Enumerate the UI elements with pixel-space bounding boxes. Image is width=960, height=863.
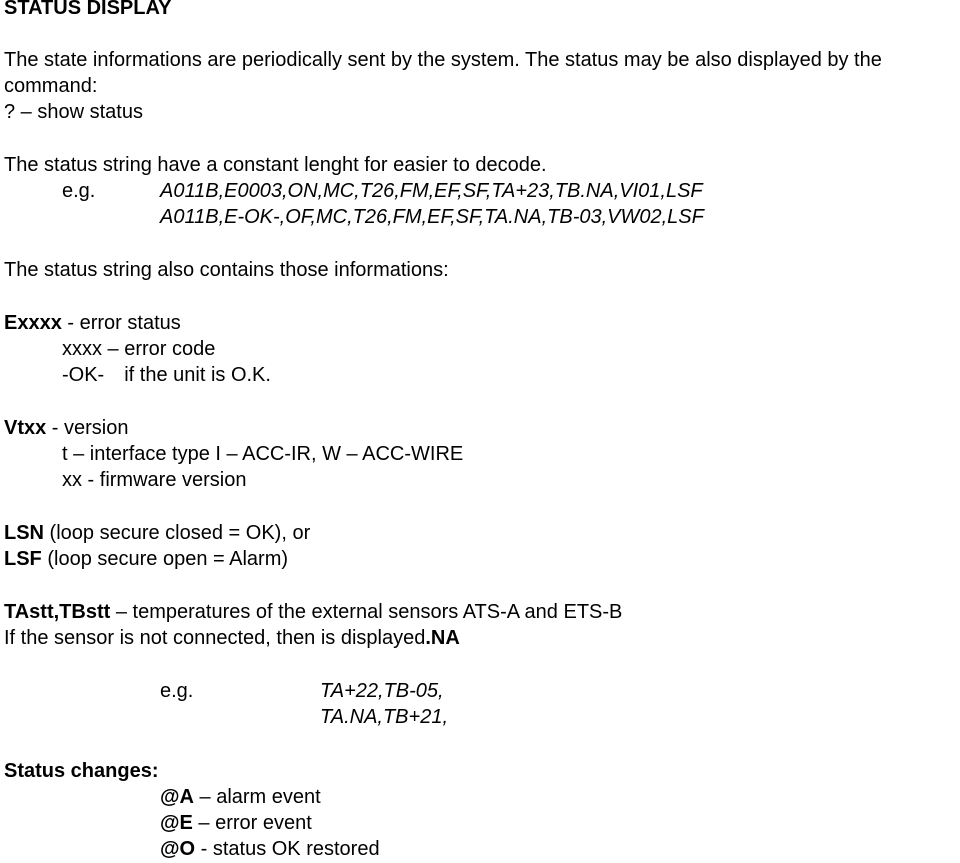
lsf-desc: (loop secure open = Alarm) [41,548,289,570]
status-string-description: The status string have a constant lenght for easier to decode. [4,154,547,176]
lsn-desc: (loop secure closed = OK), or [44,522,311,544]
alarm-code: @A [160,786,194,808]
page-title: STATUS DISPLAY [4,0,172,19]
sensor-not-connected-line [4,626,460,650]
lsn-line [4,521,310,545]
ok-restored-desc: - status OK restored [195,838,380,860]
lsf-line [4,547,288,571]
version-desc: - version [46,417,129,439]
ok-term: -OK- [62,364,105,386]
status-change-error [160,811,312,835]
status-change-ok [160,837,380,861]
example-string-1: A011B,E0003,ON,MC,T26,FM,EF,SF,TA+23,TB.NA,VI01,LSF [160,180,703,202]
temperatures-term: TAstt,TBstt [4,601,111,623]
error-term: Exxxx [4,312,62,334]
error-code-line: xxxx – error code [62,338,216,360]
show-status-command: ? – show status [4,101,143,123]
status-change-alarm [160,785,321,809]
example-string-2: A011B,E-OK-,OF,MC,T26,FM,EF,SF,TA.NA,TB-03,VW02,LSF [160,206,704,228]
error-status-line [4,311,181,335]
lsf-term: LSF [4,548,42,570]
version-term: Vtxx [4,417,47,439]
interface-type-line: t – interface type I – ACC-IR, W – ACC-WIRE [62,443,464,465]
sensor-not-connected-text: If the sensor is not connected, then is displayed [4,627,426,649]
error-event-desc: – error event [192,812,312,834]
ok-restored-code: @O [160,838,196,860]
na-marker: .NA [425,627,460,649]
intro-line-2: command: [4,75,98,97]
intro-line-1: The state informations are periodically sent by the system. The status may be also displayed by the [4,49,882,71]
status-changes-heading: Status changes: [4,760,159,782]
ok-desc: if the unit is O.K. [124,364,271,386]
temp-eg-label: e.g. [160,680,194,702]
alarm-desc: – alarm event [193,786,321,808]
temp-example-1: TA+22,TB-05, [320,680,444,702]
firmware-version-line: xx - firmware version [62,469,247,491]
version-line [4,416,129,440]
temperatures-line [4,600,622,624]
contains-description: The status string also contains those informations: [4,259,449,281]
error-desc: - error status [61,312,181,334]
error-event-code: @E [160,812,193,834]
eg-label: e.g. [62,180,96,202]
temperatures-desc: – temperatures of the external sensors ATS-A and ETS-B [110,601,623,623]
lsn-term: LSN [4,522,44,544]
temp-example-2: TA.NA,TB+21, [320,706,449,728]
ok-line [62,363,271,387]
